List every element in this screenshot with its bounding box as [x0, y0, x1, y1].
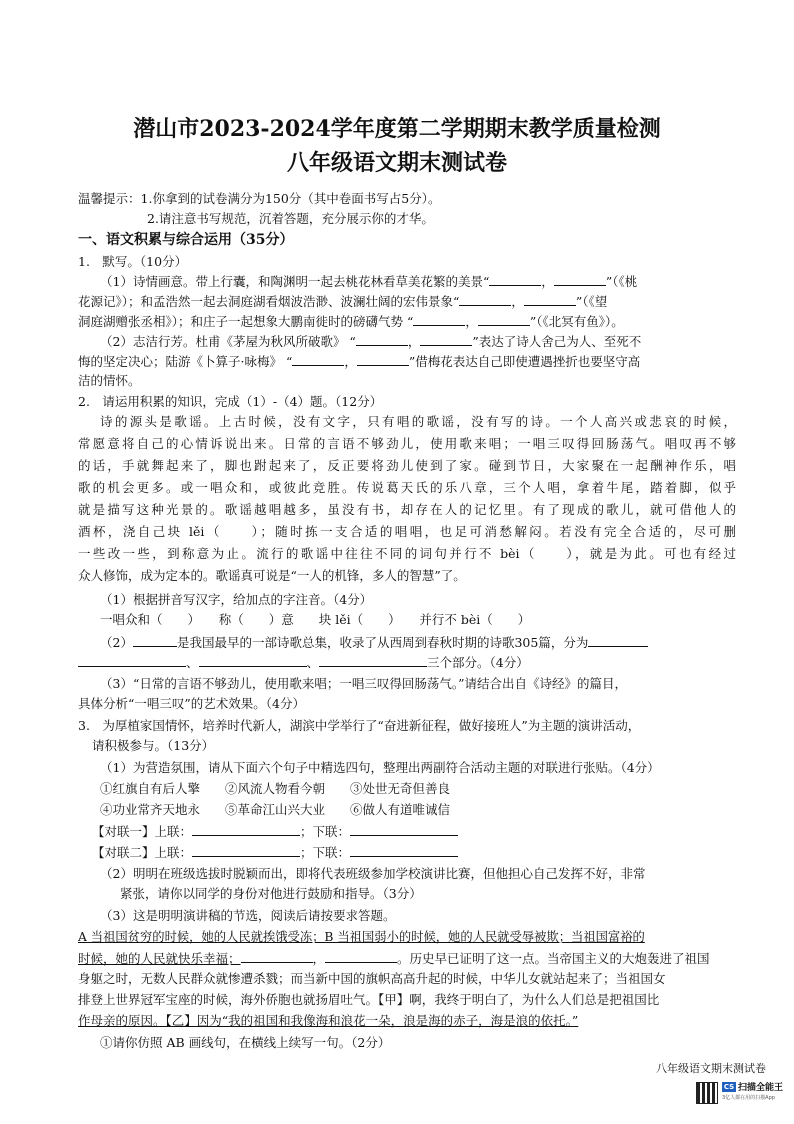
speech-line: 排登上世界冠军宝座的时候，海外侨胞也就扬眉吐气。【甲】啊，我终于明白了，为什么人们总是把祖国比	[78, 992, 660, 1007]
q1-p2-line1: （2）志洁行芳。杜甫《茅屋为秋风所破歌》 “ ， ”表达了诗人舍己为人、至死不	[100, 334, 642, 349]
q1-p1-line1: （1）诗情画意。带上行囊，和陶渊明一起去桃花林看草美花繁的美景“ ， ”（《桃	[100, 274, 638, 289]
camscanner-name: 扫描全能王	[738, 1083, 784, 1093]
answer-blank[interactable]	[420, 333, 472, 346]
q3-options-row1: ①红旗自有后人擎 ②风流人物看今朝 ③处世无奇但善良	[100, 781, 451, 796]
speech-line: A 当祖国贫穷的时候，她的人民就挨饿受冻；B 当祖国弱小的时候，她的人民就受辱被欺；当祖国富裕的	[78, 930, 645, 944]
answer-blank[interactable]	[459, 293, 511, 306]
answer-blank[interactable]	[192, 844, 300, 857]
q3-options-row2: ④功业常齐天地永 ⑤革命江山兴大业 ⑥做人有道唯诚信	[100, 802, 451, 817]
q2-passage-line: 常愿意将自己的心情诉说出来。日常的言语不够劲儿，使用歌来唱；一唱三叹得回肠荡气。唱叹再不够	[78, 436, 736, 451]
page-title: 潜山市2023-2024学年度第二学期期末教学质量检测	[133, 116, 661, 142]
q2-sub3-line1: （3）“日常的言语不够劲儿，使用歌来唱；一唱三叹得回肠荡气。”请结合出自《诗经》的篇目，	[100, 676, 627, 691]
tips-line-1	[78, 191, 441, 207]
q3-sub3: （3）这是明明演讲稿的节选，阅读后请按要求答题。	[100, 908, 396, 923]
answer-blank[interactable]	[192, 823, 300, 836]
q1-p1-line3: 洞庭湖赠张丞相》）；和庄子一起想象大鹏南徙时的磅礴气势 “ ， ”（《北冥有鱼》）。	[78, 314, 624, 329]
tips-text-2: 2.请注意书写规范，沉着答题，充分展示你的才华。	[147, 211, 434, 226]
q2-sub2-line2: 、 、 三个部分。（4分）	[78, 654, 529, 671]
answer-blank[interactable]	[325, 950, 397, 963]
answer-blank[interactable]	[319, 654, 427, 667]
q3-task1: ①请你仿照 AB 画线句，在横线上续写一句。（2分）	[100, 1035, 391, 1050]
q3-stem-line1: 3. 为厚植家国情怀，培养时代新人，湖滨中学举行了“奋进新征程，做好接班人”为主题的演讲活动，	[78, 718, 641, 733]
tips-text-1: 1.你拿到的试卷满分为150分（其中卷面书写占5分）。	[140, 191, 441, 206]
answer-blank[interactable]	[588, 634, 648, 647]
section-title: 一、语文积累与综合运用（35分）	[78, 232, 294, 248]
q3-couplet1: 【对联一】上联： ；下联：	[92, 823, 458, 840]
q2-passage-line: 就是描写这种光景的。歌谣越唱越多，虽没有书，却存在人的记忆里。有了现成的歌儿，就可借他人的	[78, 502, 736, 517]
answer-blank[interactable]	[350, 823, 458, 836]
camscanner-logo: CS	[723, 1083, 735, 1091]
q2-passage-line: 的话，手就舞起来了，脚也跗起来了，反正要将劲儿使到了家。碰到节日，大家聚在一起酬神作乐，唱	[78, 458, 736, 473]
q3-sub1: （1）为营造氛围，请从下面六个句子中精选四句，整理出两副符合活动主题的对联进行张贴。（4分）	[100, 760, 660, 775]
q1-stem: 1. 默写。（10分）	[78, 254, 188, 269]
answer-blank[interactable]	[524, 293, 576, 306]
q2-passage-line: 歌的机会更多。或一唱众和，或彼此竞胜。传说葛天氏的乐八章，三个人唱，拿着牛尾，踏着脚，似乎	[78, 480, 736, 495]
q1-p2-line3: 洁的情怀。	[78, 373, 141, 388]
answer-blank[interactable]	[489, 273, 541, 286]
tips-label: 温馨提示：	[78, 191, 141, 206]
q3-sub2-line2: 紧张，请你以同学的身份对他进行鼓励和指导。（3分）	[120, 886, 422, 901]
footer-label: 八年级语文期末测试卷	[656, 1062, 766, 1075]
q2-stem: 2. 请运用积累的知识，完成（1）-（4）题。（12分）	[78, 394, 383, 409]
answer-blank[interactable]	[241, 950, 313, 963]
answer-blank[interactable]	[350, 844, 458, 857]
answer-blank[interactable]	[292, 353, 344, 366]
q1-p1-line2: 花源记》）；和孟浩然一起去洞庭湖看烟波浩渺、波澜壮阔的宏伟景象“ ， ”（《望	[78, 294, 608, 309]
q3-couplet2: 【对联二】上联： ；下联：	[92, 844, 458, 861]
speech-line: 时候，她的人民就快乐幸福； ， 。历史早已证明了这一点。当帝国主义的大炮轰进了祖国	[78, 951, 710, 966]
answer-blank[interactable]	[554, 273, 606, 286]
q3-sub2-line1: （2）明明在班级选拔时脱颖而出，即将代表班级参加学校演讲比赛，但他担心自己发挥不好，非常	[100, 866, 646, 881]
q1-p2-line2: 悔的坚定决心；陆游《卜算子·咏梅》 “ ， ”借梅花表达自己即使遭遇挫折也要坚守高	[78, 354, 641, 369]
q2-sub2-line1: （2） 是我国最早的一部诗歌总集，收录了从西周到春秋时期的诗歌305篇，分为	[100, 634, 648, 651]
answer-blank[interactable]	[356, 333, 408, 346]
q2-passage-line: 诗的源头是歌谣。上古时候，没有文字，只有唱的歌谣，没有写的诗。一个人高兴或悲哀的时候，	[100, 414, 736, 429]
q2-passage-line: 众人修饰，成为定本的。歌谣真可说是“一人的机锋，多人的智慧”了。	[78, 568, 466, 583]
q2-sub1: （1）根据拼音写汉字，给加点的字注音。（4分）	[100, 592, 373, 607]
page-subtitle: 八年级语文期末测试卷	[286, 150, 507, 176]
answer-blank[interactable]	[133, 634, 177, 647]
q2-passage-line: 一些改一些，到称意为止。流行的歌谣中往往不同的词句并行不 bèi（ ），就是为此。可也有经过	[78, 546, 736, 561]
q2-passage-line: 酒杯，浇自己块 lěi（ ）；随时拣一支合适的唱唱，也足可消愁解闷。若没有完全合适的，尽可删	[78, 524, 736, 539]
q3-stem-line2: 请积极参与。（13分）	[92, 738, 215, 753]
speech-line: 身躯之时，无数人民群众就惨遭杀戮；而当新中国的旗帜高高升起的时候，中华儿女就站起来了；当祖国女	[78, 971, 666, 986]
speech-line: 作母亲的原因。【乙】因为“我的祖国和我像海和浪花一朵，浪是海的赤子，海是浪的依托。”	[78, 1013, 579, 1028]
q2-sub3-line2: 具体分析“一唱三叹”的艺术效果。（4分）	[78, 696, 305, 711]
answer-blank[interactable]	[199, 654, 307, 667]
answer-blank[interactable]	[413, 313, 465, 326]
answer-blank[interactable]	[78, 654, 186, 667]
answer-blank[interactable]	[478, 313, 530, 326]
q2-sub1-items: 一唱众和（ ） 称（ ）意 块 lěi（ ） 并行不 bèi（ ）	[100, 612, 531, 627]
camscanner-tagline: 3亿人都在用的扫描App	[722, 1095, 775, 1101]
answer-blank[interactable]	[357, 353, 409, 366]
qr-code-icon	[696, 1082, 718, 1104]
